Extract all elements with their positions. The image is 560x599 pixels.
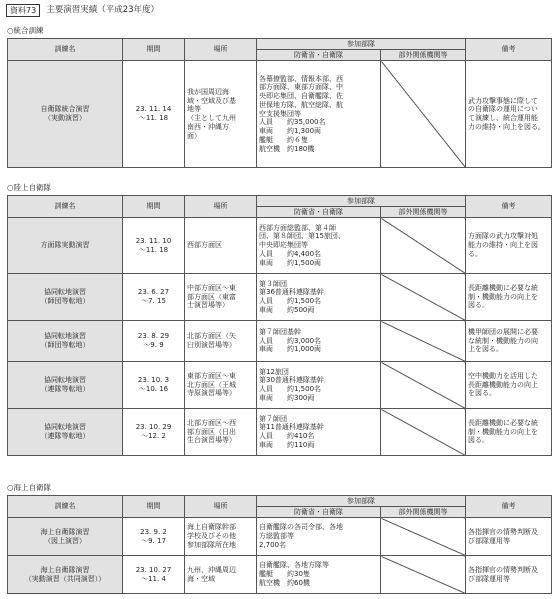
exercise-place: 我が国周辺海 域・空域及び基 地等 （主として九州 南西・沖縄方 面）	[185, 61, 257, 168]
table-row	[8, 518, 552, 556]
section-title: ○統合訓練	[7, 26, 44, 35]
exercise-remarks: 各指揮官の情勢判断及 び部隊運用等	[466, 556, 552, 594]
document-title: 主要演習実績（平成23年度）	[46, 4, 160, 15]
header-period: 期間	[123, 196, 185, 218]
header-place: 場所	[185, 39, 257, 61]
exercise-remarks: 各指揮官の情勢判断及 び部隊運用等	[466, 518, 552, 556]
document-header	[6, 3, 159, 17]
exercise-own-units: 第７師団基幹 人員 約3,000名 車両 約1,000両	[257, 321, 381, 362]
external-empty-cell	[381, 61, 466, 168]
header-own: 防衛省・自衛隊	[257, 50, 381, 61]
header-external: 部外関係機関等	[381, 507, 466, 518]
header-remarks: 備考	[466, 196, 552, 218]
exercise-own-units: 自衛艦隊の各司令部、各地 方総監部等 2,700名	[257, 518, 381, 556]
table-row	[8, 218, 552, 274]
exercise-place: 西部方面区	[185, 218, 257, 274]
exercise-name: 協同転地演習 （師団等転地）	[8, 274, 123, 321]
exercise-name: 自衛隊統合演習 （実動演習）	[8, 61, 123, 168]
section-title: ○陸上自衛隊	[7, 183, 52, 192]
exercise-name: 海上自衛隊演習 （実動演習（共同演習））	[8, 556, 123, 594]
header-remarks: 備考	[466, 496, 552, 518]
exercise-remarks: 空中機動力を活用した 長距離機動能力の向上 を図る。	[466, 362, 552, 409]
header-participants: 参加部隊	[257, 39, 466, 50]
exercise-own-units: 第７師団 第11普通科連隊基幹 人員 約410名 車両 約110両	[257, 409, 381, 456]
exercise-remarks: 武力攻撃事態に際して の自衛隊の運用につい て演練し、統合運用能 力の維持・向上を図る。	[466, 61, 552, 168]
exercise-own-units: 第３師団 第36普通科連隊基幹 人員 約1,500名 車両 約500両	[257, 274, 381, 321]
header-name: 訓練名	[8, 39, 123, 61]
exercise-remarks: 長距離機動に必要な統 制・機動能力の向上を 図る。	[466, 409, 552, 456]
table-row	[8, 556, 552, 594]
exercise-table	[7, 495, 552, 594]
header-own: 防衛省・自衛隊	[257, 207, 381, 218]
exercise-table	[7, 38, 552, 168]
exercise-name: 協同転地演習 （連隊等転地）	[8, 409, 123, 456]
header-period: 期間	[123, 496, 185, 518]
table-row	[8, 321, 552, 362]
exercise-own-units: 各幕僚監部、情報本部、西 部方面隊、東部方面隊、中 央即応集団、自衛艦隊、佐 世保地方隊、航空総隊、航 空支援集団等 人員 約35,000名 車両 約1,300両 艦艇 約６隻 航空機 約180機	[257, 61, 381, 168]
exercise-remarks: 方面隊の武力攻撃対処 能力の維持・向上を図 る。	[466, 218, 552, 274]
exercise-place: 九州、沖縄周辺 海・空域	[185, 556, 257, 594]
header-remarks: 備考	[466, 39, 552, 61]
external-empty-cell	[381, 518, 466, 556]
exercise-own-units: 第12旅団 第30普通科連隊基幹 人員 約1,500名 車両 約300両	[257, 362, 381, 409]
exercise-period: 23. 6. 27 ～7. 15	[123, 274, 185, 321]
exercise-table	[7, 195, 552, 456]
exercise-place: 中部方面区～東 部方面区（東富 士演習場等）	[185, 274, 257, 321]
header-name: 訓練名	[8, 196, 123, 218]
header-period: 期間	[123, 39, 185, 61]
exercise-name: 協同転地演習 （連隊等転地）	[8, 362, 123, 409]
table-row	[8, 362, 552, 409]
external-empty-cell	[381, 274, 466, 321]
exercise-period: 23. 10. 27 ～11. 4	[123, 556, 185, 594]
exercise-place: 海上自衛隊幹部 学校及びその他 参加部隊所在地	[185, 518, 257, 556]
exercise-own-units: 自衛艦隊、各地方隊等 艦艇 約30隻 航空機 約60機	[257, 556, 381, 594]
exercise-period: 23. 11. 14 ～11. 18	[123, 61, 185, 168]
header-participants: 参加部隊	[257, 196, 466, 207]
document-tag: 資料73	[6, 4, 40, 17]
table-row	[8, 409, 552, 456]
external-empty-cell	[381, 218, 466, 274]
exercise-name: 方面隊実動演習	[8, 218, 123, 274]
exercise-period: 23. 10. 29 ～12. 2	[123, 409, 185, 456]
table-row	[8, 274, 552, 321]
header-external: 部外関係機関等	[381, 50, 466, 61]
header-participants: 参加部隊	[257, 496, 466, 507]
exercise-place: 北部方面区（矢 臼別演習場等）	[185, 321, 257, 362]
table-row	[8, 61, 552, 168]
exercise-period: 23. 9. 2 ～9. 17	[123, 518, 185, 556]
exercise-place: 北部方面区～西 部方面区（日出 生台演習場等）	[185, 409, 257, 456]
header-own: 防衛省・自衛隊	[257, 507, 381, 518]
exercise-place: 東部方面区～東 北方面区（王城 寺原演習場等）	[185, 362, 257, 409]
header-external: 部外関係機関等	[381, 207, 466, 218]
external-empty-cell	[381, 556, 466, 594]
exercise-name: 協同転地演習 （師団等転地）	[8, 321, 123, 362]
exercise-period: 23. 10. 3 ～10. 16	[123, 362, 185, 409]
exercise-own-units: 西部方面総監部、第４師 団、第８師団、第15旅団、 中央即応集団等 人員 約4,400名 車両 約1,500両	[257, 218, 381, 274]
exercise-remarks: 長距離機動に必要な統 制・機動能力の向上を 図る。	[466, 274, 552, 321]
section-title: ○海上自衛隊	[7, 483, 52, 492]
exercise-period: 23. 8. 29 ～9. 9	[123, 321, 185, 362]
external-empty-cell	[381, 362, 466, 409]
header-place: 場所	[185, 496, 257, 518]
header-name: 訓練名	[8, 496, 123, 518]
external-empty-cell	[381, 321, 466, 362]
exercise-period: 23. 11. 10 ～11. 18	[123, 218, 185, 274]
exercise-remarks: 機甲師団の展開に必要 な統制・機動能力の向 上を図る。	[466, 321, 552, 362]
external-empty-cell	[381, 409, 466, 456]
exercise-name: 海上自衛隊演習 （図上演習）	[8, 518, 123, 556]
header-place: 場所	[185, 196, 257, 218]
